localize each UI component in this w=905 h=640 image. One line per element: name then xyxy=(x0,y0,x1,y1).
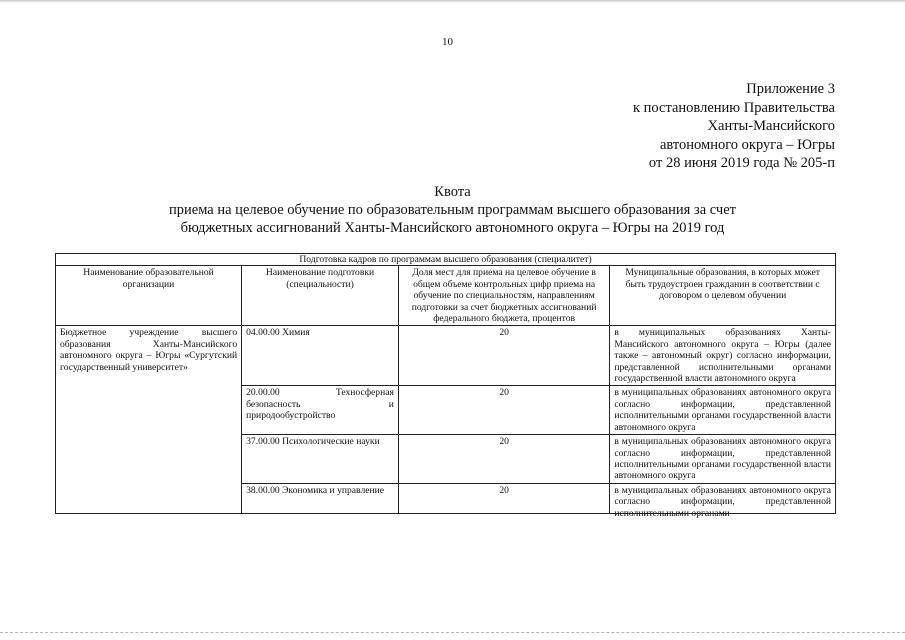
section-header-row xyxy=(56,254,836,266)
quota-table xyxy=(55,253,836,519)
share-cell: 20 xyxy=(398,326,609,386)
title-line: приема на целевое обучение по образовательным программам высшего образования за счет xyxy=(169,202,736,218)
share-cell: 20 xyxy=(398,435,609,484)
share-cell: 20 xyxy=(398,483,609,513)
specialty-cell: 04.00.00 Химия xyxy=(242,326,399,386)
title-line: Квота xyxy=(434,184,471,200)
column-header: Наименование образовательной организации xyxy=(56,266,242,326)
municipality-cell: в муниципальных образованиях Ханты-Мансийского автономного округа – Югры (далее также – автономный округ) согласно информации, представленной исполнительными органами государственной власти автономного округа xyxy=(610,326,836,386)
municipality-cell-wrap xyxy=(610,483,836,519)
scan-edge-top xyxy=(0,0,905,3)
table-row xyxy=(56,326,836,386)
organization-cell: Бюджетное учреждение высшего образования Ханты-Мансийского автономного округа – Югры «Сургутский государственный университет» xyxy=(56,326,242,513)
section-header: Подготовка кадров по программам высшего образования (специалитет) xyxy=(56,254,836,266)
document-title xyxy=(0,183,905,237)
appendix-line: от 28 июня 2019 года № 205-п xyxy=(648,155,835,171)
column-header: Доля мест для приема на целевое обучение в общем объеме контрольных цифр приема на обучение по специальностям, направлениям подготовки за счет бюджетных ассигнований федерального бюджета, процентов xyxy=(398,266,609,326)
column-header-row xyxy=(56,266,836,326)
municipality-cell: в муниципальных образованиях автономного округа согласно информации, представленной исполнительными органами государственной власти автономного округа xyxy=(610,435,836,484)
appendix-line: Ханты-Мансийского xyxy=(707,118,835,134)
scan-edge-bottom xyxy=(0,632,905,634)
page-number: 10 xyxy=(442,36,453,48)
specialty-cell: 20.00.00 Техносферная безопасность и природообустройство xyxy=(242,386,399,435)
share-cell: 20 xyxy=(398,386,609,435)
appendix-line: к постановлению Правительства xyxy=(633,99,835,116)
appendix-line: Приложение 3 xyxy=(746,81,835,97)
specialty-cell: 37.00.00 Психологические науки xyxy=(242,435,399,484)
municipality-cell: в муниципальных образованиях автономного округа согласно информации, представленной исполнительными органами государственной власти автономного округа xyxy=(610,386,836,435)
appendix-block xyxy=(633,80,835,173)
appendix-line: автономного округа – Югры xyxy=(659,136,835,153)
column-header: Наименование подготовки (специальности) xyxy=(242,266,399,326)
specialty-cell: 38.00.00 Экономика и управление xyxy=(242,483,399,513)
municipality-cell: в муниципальных образованиях автономного округа согласно информации, представленной исполнительными органами xyxy=(614,484,831,519)
title-line: бюджетных ассигнований Ханты-Мансийского автономного округа – Югры на 2019 год xyxy=(180,220,725,236)
column-header: Муниципальные образования, в которых может быть трудоустроен гражданин в соответствии с договором о целевом обучении xyxy=(610,266,836,326)
